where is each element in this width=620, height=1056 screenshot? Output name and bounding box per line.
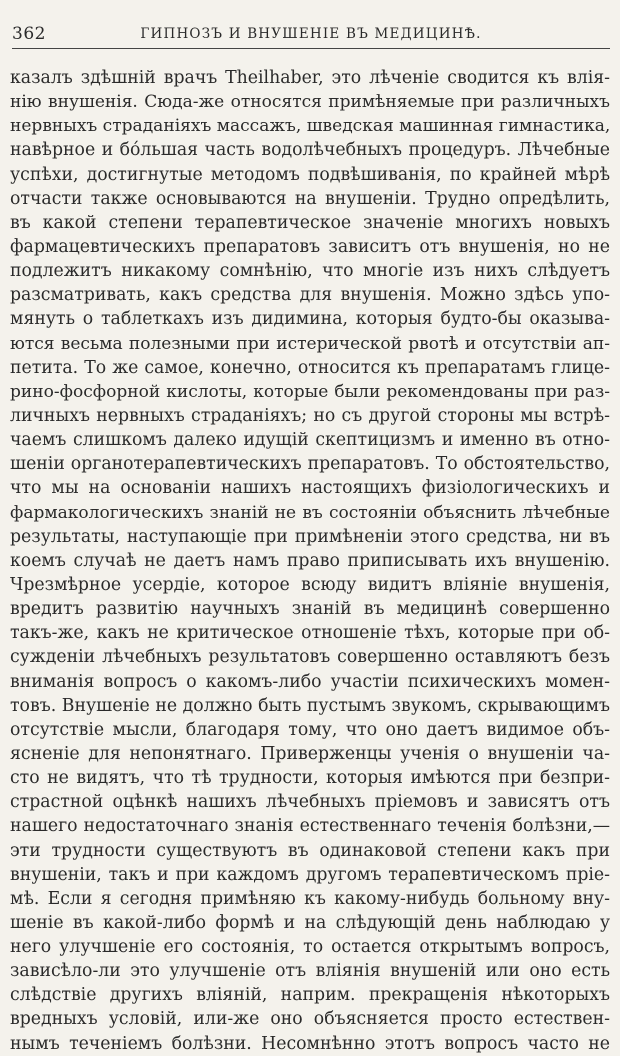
text-line: мѣ. Если я сегодня примѣняю къ какому-нибудь больному вну- — [10, 888, 610, 909]
text-line: сто не видятъ, что тѣ трудности, которыя имѣются при безпри- — [10, 768, 610, 789]
text-line: зависѣло-ли это улучшеніе отъ вліянія внушеній или оно есть — [10, 961, 610, 982]
text-line: успѣхи, достигнутые методомъ подвѣшиванія, по крайней мѣрѣ — [10, 164, 610, 185]
text-line: коемъ случаѣ не даетъ намъ право приписывать ихъ внушенію. — [10, 550, 610, 571]
text-line: ясненіе для непонятнаго. Приверженцы ученія о внушеніи ча- — [10, 743, 610, 764]
text-line: что мы на основаніи нашихъ настоящихъ физіологическихъ и — [10, 478, 610, 499]
text-line: отчасти также основываются на внушеніи. Трудно опредѣлить, — [10, 188, 610, 209]
text-line: сужденіи лѣчебныхъ результатовъ совершенно оставляютъ безъ — [10, 647, 610, 668]
text-line: нію внушенія. Сюда-же относятся примѣняемые при различныхъ — [10, 92, 610, 113]
text-line: шеніе въ какой-либо формѣ и на слѣдующій день наблюдаю у — [10, 912, 610, 933]
text-line: ются весьма полезными при истерической рвотѣ и отсутствіи ап- — [10, 333, 610, 354]
page-number: 362 — [12, 24, 46, 44]
body-text — [10, 66, 610, 1056]
text-line: вниманія вопросъ о какомъ-либо участіи психическихъ момен- — [10, 671, 610, 692]
text-line: эти трудности существуютъ въ одинаковой степени какъ при — [10, 840, 610, 861]
text-line: рино-фосфорной кислоты, которые были рекомендованы при раз- — [10, 381, 610, 402]
text-line: вредитъ развитію научныхъ знаній въ медицинѣ совершенно — [10, 599, 610, 620]
text-line: фармакологическихъ знаній не въ состояніи объяснить лѣчебные — [10, 502, 610, 523]
text-line: нашего недостаточнаго знанія естественнаго теченія болѣзни,— — [10, 816, 610, 837]
text-line: фармацевтическихъ препаратовъ зависитъ отъ внушенія, но не — [10, 236, 610, 257]
text-line: внушеніи, такъ и при каждомъ другомъ терапевтическомъ пріе- — [10, 864, 610, 885]
text-line: страстной оцѣнкѣ нашихъ лѣчебныхъ пріемовъ и зависятъ отъ — [10, 792, 610, 813]
text-line: петита. То же самое, конечно, относится къ препаратамъ глице- — [10, 357, 610, 378]
page-header — [12, 24, 610, 49]
text-line: товъ. Внушеніе не должно быть пустымъ звукомъ, скрывающимъ — [10, 695, 610, 716]
text-line: него улучшеніе его состоянія, то остается открытымъ вопросъ, — [10, 937, 610, 958]
text-line: результаты, наступающіе при примѣненіи этого средства, ни въ — [10, 526, 610, 547]
text-line: Чрезмѣрное усердіе, которое всюду видитъ вліяніе внушенія, — [10, 574, 610, 595]
running-title: ГИПНОЗЪ И ВНУШЕНІЕ ВЪ МЕДИЦИНѢ. — [140, 26, 482, 42]
text-line: мянуть о таблеткахъ изъ дидимина, которыя будто-бы оказыва- — [10, 309, 610, 330]
text-line: такъ-же, какъ не критическое отношеніе тѣхъ, которые при об- — [10, 623, 610, 644]
text-line: слѣдствіе другихъ вліяній, наприм. прекращенія нѣкоторыхъ — [10, 985, 610, 1006]
text-line: личныхъ нервныхъ страданіяхъ; но съ другой стороны мы встрѣ- — [10, 405, 610, 426]
text-line: отсутствіе мысли, благодаря тому, что оно даетъ видимое объ- — [10, 719, 610, 740]
text-line: чаемъ слишкомъ далеко идущій скептицизмъ и именно въ отно- — [10, 430, 610, 451]
text-line: казалъ здѣшній врачъ Theilhaber, это лѣченіе сводится къ влія- — [10, 68, 610, 88]
text-line: вредныхъ условій, или-же оно объясняется просто естествен- — [10, 1009, 610, 1030]
text-line: навѣрное и бóльшая часть водолѣчебныхъ процедуръ. Лѣчебные — [10, 140, 610, 161]
text-line: шеніи органотерапевтическихъ препаратовъ. То обстоятельство, — [10, 454, 610, 475]
text-line: въ какой степени терапевтическое значеніе многихъ новыхъ — [10, 212, 610, 233]
text-line: нымъ теченіемъ болѣзни. Несомнѣнно этотъ вопросъ часто не — [10, 1033, 610, 1054]
text-line: нервныхъ страданіяхъ массажъ, шведская машинная гимнастика, — [10, 116, 610, 137]
text-line: разсматривать, какъ средства для внушенія. Можно здѣсь упо- — [10, 285, 610, 306]
text-line: подлежитъ никакому сомнѣнію, что многіе изъ нихъ слѣдуетъ — [10, 261, 610, 282]
